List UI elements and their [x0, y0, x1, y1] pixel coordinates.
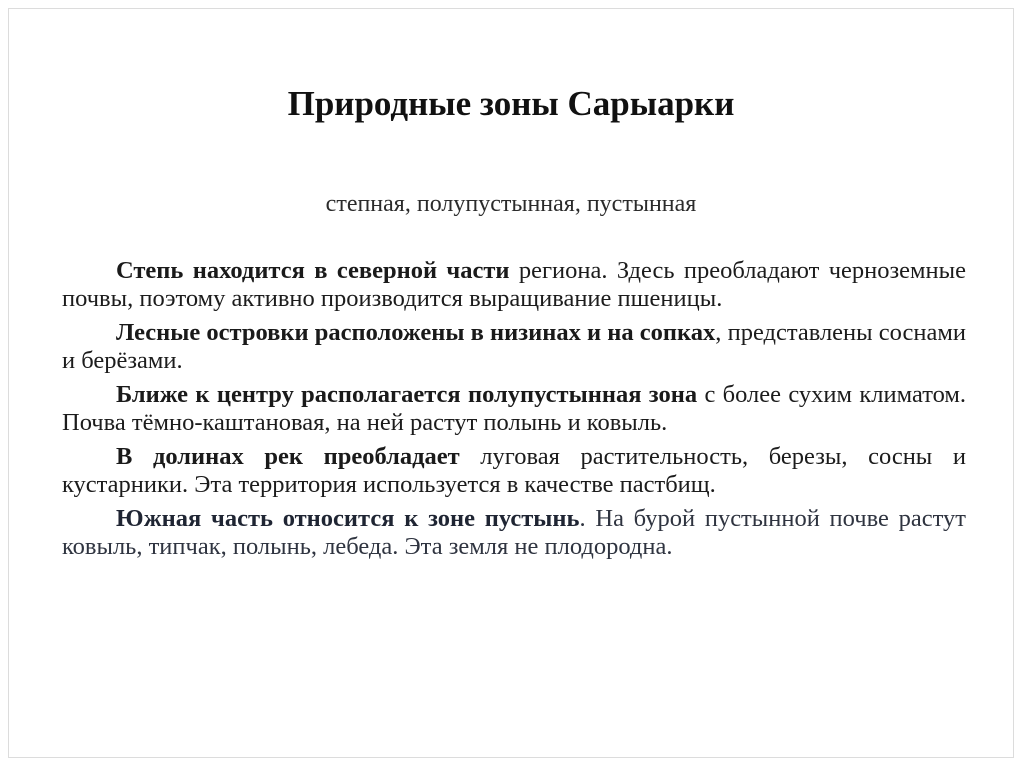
- paragraph-text: , представлены соснами и берёзами.: [62, 319, 966, 374]
- paragraph-bold-lead: В долинах рек преобладает: [116, 443, 460, 470]
- slide-subtitle: степная, полупустынная, пустынная: [325, 191, 697, 217]
- paragraph-semi-desert: [62, 381, 966, 436]
- paragraph-text: луговая растительность, березы, сосны и кустарники. Эта территория используется в качестве пастбищ.: [62, 443, 966, 498]
- paragraph-text: региона. Здесь преобладают черноземные почвы, поэтому активно производится выращивание пшеницы.: [62, 257, 966, 312]
- paragraph-forest-islands: [62, 319, 966, 374]
- slide: [8, 8, 1014, 758]
- paragraph-river-valleys: [62, 443, 966, 498]
- paragraph-bold-lead: Лесные островки расположены в низинах и на сопках: [116, 319, 716, 346]
- paragraph-bold-lead: Южная часть относится к зоне пустынь: [116, 505, 580, 532]
- paragraph-bold-lead: Ближе к центру располагается полупустынная зона: [116, 381, 698, 408]
- paragraph-steppe: [62, 257, 966, 312]
- paragraph-text: с более сухим климатом. Почва тёмно-каштановая, на ней растут полынь и ковыль.: [62, 381, 966, 436]
- paragraph-text: . На бурой пустынной почве растут ковыль, типчак, полынь, лебеда. Эта земля не плодородна.: [62, 505, 966, 560]
- slide-body: [62, 257, 966, 567]
- paragraph-bold-lead: Степь находится в северной части: [116, 257, 510, 284]
- slide-title: Природные зоны Сарыарки: [287, 84, 735, 123]
- paragraph-desert: [62, 505, 966, 560]
